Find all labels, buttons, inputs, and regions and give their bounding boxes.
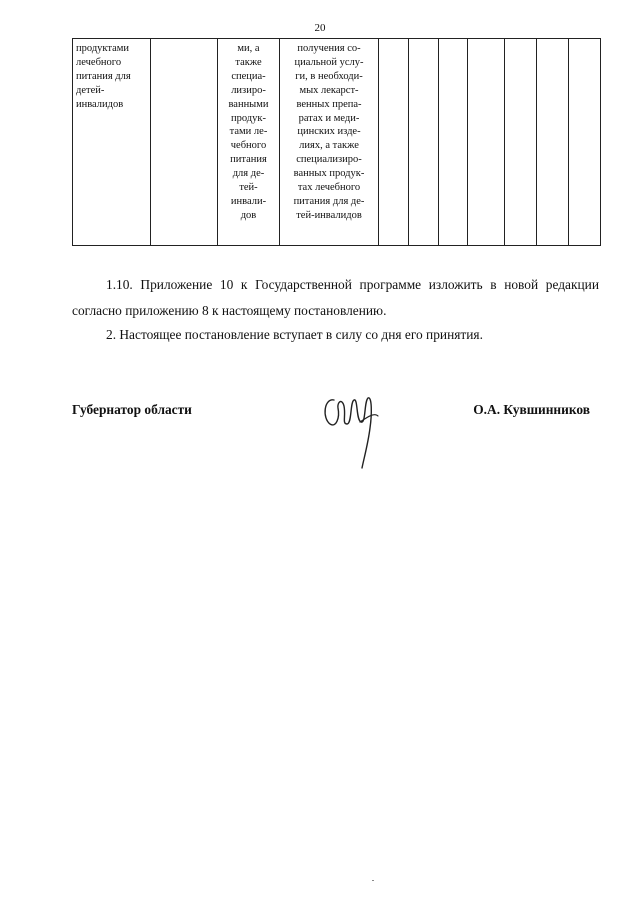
program-table xyxy=(72,38,601,246)
paragraph-effective: 2. Настоящее постановление вступает в силу со дня его принятия. xyxy=(106,327,483,342)
table-row xyxy=(73,39,601,246)
table-cell-description: получения со- циальной услу- ги, в необходи- мых лекарст- венных препа- ратах и меди- цинских изде- лиях, а также специализиро- ванных продук- тах лечебного питания для де- тей-инвалидов xyxy=(280,39,379,246)
table-cell-empty xyxy=(379,39,409,246)
table-cell-indicator: ми, а также специа- лизиро- ванными продук- тами ле- чебного питания для де- тей- инвали- дов xyxy=(218,39,280,246)
table-cell-name: продуктами лечебного питания для детей- инвалидов xyxy=(73,39,151,246)
table-cell-empty xyxy=(409,39,439,246)
handwritten-signature xyxy=(320,388,384,470)
table-cell-empty xyxy=(569,39,601,246)
page-number: 20 xyxy=(314,22,326,34)
table-cell-empty xyxy=(151,39,218,246)
scan-speck xyxy=(372,880,374,881)
table-cell-empty xyxy=(505,39,537,246)
table-cell-empty xyxy=(537,39,569,246)
signatory-title: Губернатор области xyxy=(72,402,192,417)
signatory-name: О.А. Кувшинников xyxy=(473,402,590,417)
paragraph-amendment: 1.10. Приложение 10 к Государственной программе изложить в новой редакции согласно приложению 8 к настоящему постановлению. xyxy=(72,277,599,318)
table-cell-empty xyxy=(439,39,468,246)
table-cell-empty xyxy=(468,39,505,246)
